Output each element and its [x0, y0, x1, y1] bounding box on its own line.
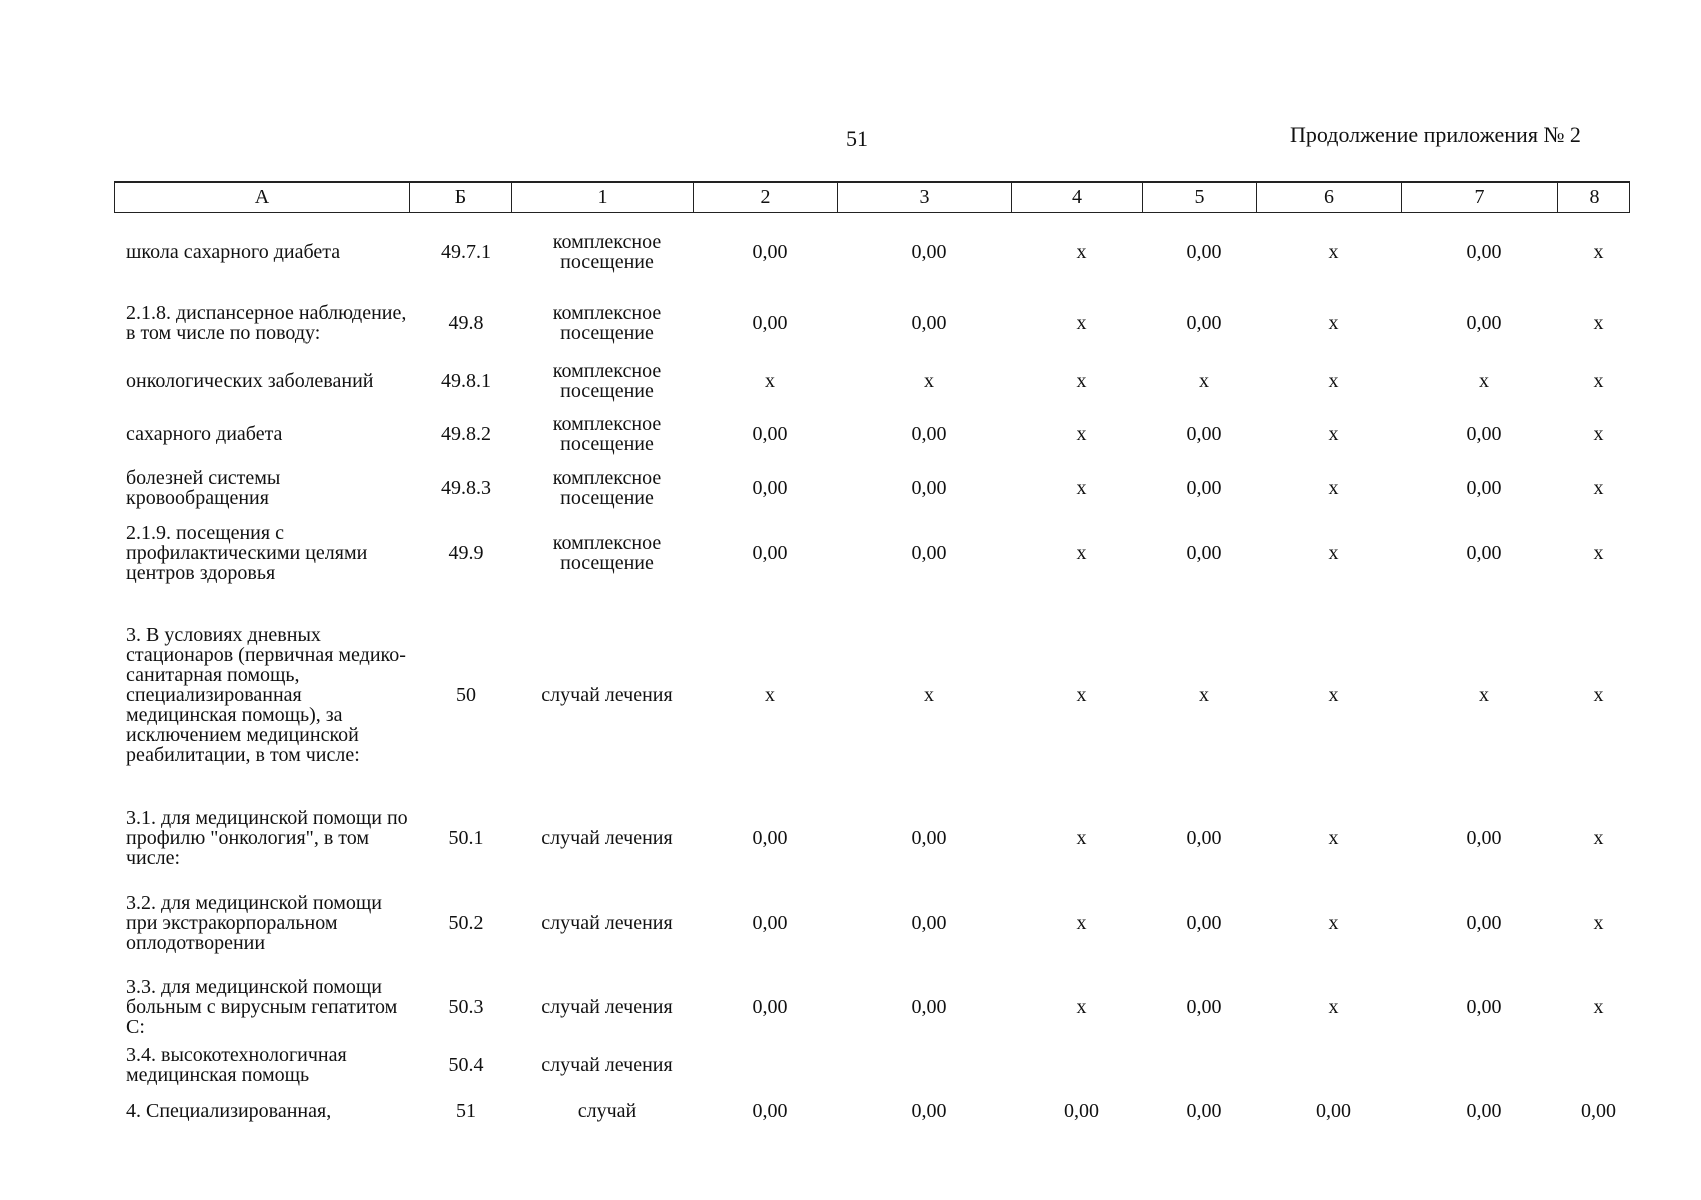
row-value-col-6-cell: [1261, 972, 1406, 1042]
row-code-cell: [416, 1040, 516, 1090]
row-unit-cell: [516, 590, 698, 800]
table-row: [0, 520, 1701, 586]
row-code: 50.3: [448, 996, 484, 1018]
row-value-col-2-cell: [698, 462, 842, 514]
table-row: [0, 462, 1701, 514]
row-unit-cell: [516, 972, 698, 1042]
row-unit: случай: [577, 1100, 637, 1122]
row-unit: комплексное посещение: [552, 360, 662, 402]
row-value-col-6-cell: [1261, 1093, 1406, 1129]
row-name-cell: [126, 590, 416, 800]
row-unit: случай лечения: [541, 912, 673, 934]
row-value-col-3: х: [924, 684, 934, 706]
row-value-col-7: 0,00: [1466, 312, 1502, 334]
table-row: [0, 1040, 1701, 1090]
row-value-col-3: 0,00: [911, 423, 947, 445]
row-value-col-5-cell: [1147, 410, 1261, 458]
row-value-col-5: 0,00: [1186, 423, 1222, 445]
row-value-col-4: 0,00: [1064, 1100, 1099, 1122]
row-name: 3. В условиях дневных стационаров (первичная медико-санитарная помощь, специализированная медицинская помощь), за исключением медицинской реабилитации, в том числе:: [126, 624, 406, 766]
row-value-col-6-cell: [1261, 1040, 1406, 1090]
row-value-col-7-cell: [1406, 590, 1562, 800]
row-name: 2.1.9. посещения с профилактическими целями центров здоровья: [126, 522, 368, 584]
row-code-cell: [416, 410, 516, 458]
row-value-col-7-cell: [1406, 410, 1562, 458]
row-value-col-5-cell: [1147, 356, 1261, 406]
row-code-cell: [416, 520, 516, 586]
row-code: 50.2: [448, 912, 484, 934]
row-value-col-4: х: [1076, 542, 1087, 564]
row-value-col-7-cell: [1406, 1040, 1562, 1090]
row-value-col-4: х: [1076, 827, 1087, 849]
row-value-col-2: 0,00: [752, 477, 788, 499]
row-value-col-4-cell: [1016, 878, 1147, 968]
row-value-col-7: 0,00: [1466, 996, 1502, 1018]
row-value-col-3: 0,00: [911, 312, 947, 334]
row-value-col-4: х: [1076, 996, 1087, 1018]
row-value-col-6: х: [1328, 423, 1339, 445]
row-value-col-3: х: [924, 370, 934, 392]
header-col-2: 2: [694, 183, 838, 212]
row-value-col-6-cell: [1261, 805, 1406, 871]
row-value-col-6-cell: [1261, 290, 1406, 356]
row-name: сахарного диабета: [126, 423, 283, 445]
row-value-col-4: х: [1076, 684, 1087, 706]
row-value-col-8-cell: [1562, 462, 1635, 514]
row-value-col-4: х: [1076, 370, 1087, 392]
row-value-col-6: х: [1328, 912, 1339, 934]
row-unit-cell: [516, 410, 698, 458]
row-value-col-8: х: [1593, 312, 1604, 334]
header-col-1: 1: [512, 183, 694, 212]
row-value-col-8: х: [1593, 684, 1604, 706]
row-unit: комплексное посещение: [552, 413, 662, 455]
row-name: 3.3. для медицинской помощи больным с вирусным гепатитом С:: [126, 976, 398, 1038]
row-value-col-5-cell: [1147, 972, 1261, 1042]
row-value-col-4-cell: [1016, 972, 1147, 1042]
row-value-col-5: 0,00: [1186, 996, 1222, 1018]
row-value-col-4: х: [1076, 423, 1087, 445]
row-value-col-2-cell: [698, 972, 842, 1042]
row-value-col-5-cell: [1147, 1093, 1261, 1129]
row-value-col-2-cell: [698, 520, 842, 586]
row-name: онкологических заболеваний: [126, 370, 374, 392]
table-row: [0, 1093, 1701, 1129]
row-name-cell: [126, 1040, 416, 1090]
table-row: [0, 410, 1701, 458]
row-value-col-7: 0,00: [1466, 542, 1502, 564]
row-code-cell: [416, 1093, 516, 1129]
row-value-col-3-cell: [842, 878, 1016, 968]
table-row: [0, 972, 1701, 1042]
row-value-col-8: х: [1593, 477, 1604, 499]
row-value-col-8: х: [1593, 542, 1604, 564]
row-unit-cell: [516, 462, 698, 514]
row-value-col-8: х: [1593, 912, 1604, 934]
row-value-col-3-cell: [842, 290, 1016, 356]
row-value-col-5-cell: [1147, 1040, 1261, 1090]
row-value-col-8-cell: [1562, 972, 1635, 1042]
row-value-col-8-cell: [1562, 1040, 1635, 1090]
row-value-col-3-cell: [842, 228, 1016, 276]
row-name: 2.1.8. диспансерное наблюдение, в том числе по поводу:: [126, 302, 407, 344]
row-code-cell: [416, 972, 516, 1042]
row-value-col-7: 0,00: [1466, 241, 1502, 263]
row-value-col-2: х: [765, 684, 775, 706]
table-header-row: [114, 181, 1630, 213]
row-value-col-8-cell: [1562, 410, 1635, 458]
row-value-col-4-cell: [1016, 462, 1147, 514]
row-value-col-8-cell: [1562, 590, 1635, 800]
row-name-cell: [126, 805, 416, 871]
row-value-col-6: х: [1328, 370, 1339, 392]
row-value-col-5: х: [1199, 370, 1209, 392]
row-value-col-8-cell: [1562, 228, 1635, 276]
row-name-cell: [126, 972, 416, 1042]
row-code: 49.8.2: [441, 423, 491, 445]
row-value-col-2: 0,00: [752, 827, 788, 849]
row-value-col-5-cell: [1147, 290, 1261, 356]
row-unit: случай лечения: [541, 996, 673, 1018]
row-value-col-2-cell: [698, 590, 842, 800]
row-value-col-5-cell: [1147, 590, 1261, 800]
header-col-5: 5: [1143, 183, 1257, 212]
row-value-col-5-cell: [1147, 805, 1261, 871]
row-value-col-3-cell: [842, 590, 1016, 800]
row-unit-cell: [516, 356, 698, 406]
row-name: 3.1. для медицинской помощи по профилю "онкология", в том числе:: [126, 807, 408, 869]
row-value-col-4-cell: [1016, 228, 1147, 276]
row-value-col-2: 0,00: [752, 312, 788, 334]
row-value-col-7: х: [1479, 684, 1489, 706]
row-value-col-3: 0,00: [911, 996, 947, 1018]
row-value-col-6-cell: [1261, 520, 1406, 586]
row-value-col-2: х: [765, 370, 775, 392]
row-value-col-4-cell: [1016, 805, 1147, 871]
appendix-continuation-note: Продолжение приложения № 2: [1290, 122, 1581, 147]
row-name-cell: [126, 290, 416, 356]
row-value-col-8: х: [1593, 423, 1604, 445]
row-code: 49.8.1: [441, 370, 491, 392]
row-value-col-8: х: [1593, 370, 1604, 392]
row-code-cell: [416, 805, 516, 871]
row-value-col-5: х: [1199, 684, 1209, 706]
row-value-col-3: 0,00: [911, 827, 947, 849]
row-value-col-3-cell: [842, 972, 1016, 1042]
row-value-col-5: 0,00: [1186, 542, 1222, 564]
row-value-col-6: х: [1328, 477, 1339, 499]
row-value-col-8-cell: [1562, 356, 1635, 406]
row-value-col-4: х: [1076, 477, 1087, 499]
row-unit: комплексное посещение: [552, 231, 662, 273]
row-value-col-5-cell: [1147, 520, 1261, 586]
row-code-cell: [416, 356, 516, 406]
row-value-col-2: 0,00: [752, 912, 788, 934]
row-code: 50.1: [448, 827, 484, 849]
row-unit-cell: [516, 805, 698, 871]
row-value-col-6: х: [1328, 542, 1339, 564]
row-value-col-6-cell: [1261, 878, 1406, 968]
row-value-col-3-cell: [842, 1040, 1016, 1090]
row-unit: комплексное посещение: [552, 532, 662, 574]
row-value-col-8-cell: [1562, 290, 1635, 356]
row-value-col-3-cell: [842, 356, 1016, 406]
row-name: 3.2. для медицинской помощи при экстракорпоральном оплодотворении: [126, 892, 382, 954]
row-unit-cell: [516, 520, 698, 586]
row-value-col-8: 0,00: [1581, 1100, 1616, 1122]
row-value-col-2-cell: [698, 805, 842, 871]
row-value-col-7-cell: [1406, 462, 1562, 514]
row-unit-cell: [516, 878, 698, 968]
row-value-col-2: 0,00: [752, 996, 788, 1018]
row-value-col-3: 0,00: [911, 912, 947, 934]
row-value-col-2-cell: [698, 878, 842, 968]
header-col-3: 3: [838, 183, 1012, 212]
row-code-cell: [416, 228, 516, 276]
row-name-cell: [126, 228, 416, 276]
row-value-col-4-cell: [1016, 1040, 1147, 1090]
row-value-col-7: 0,00: [1466, 1100, 1502, 1122]
row-name-cell: [126, 520, 416, 586]
row-code-cell: [416, 878, 516, 968]
row-value-col-5: 0,00: [1186, 312, 1222, 334]
row-value-col-5: 0,00: [1186, 241, 1222, 263]
row-unit-cell: [516, 1093, 698, 1129]
row-value-col-5: 0,00: [1186, 912, 1222, 934]
row-value-col-4-cell: [1016, 290, 1147, 356]
row-value-col-3-cell: [842, 520, 1016, 586]
row-value-col-2: 0,00: [752, 542, 788, 564]
header-col-8: 8: [1589, 186, 1600, 208]
row-code: 51: [456, 1100, 476, 1122]
header-col-a: А: [115, 183, 410, 212]
page-number: 51: [846, 126, 868, 151]
row-code: 49.9: [448, 542, 484, 564]
row-value-col-7: 0,00: [1466, 477, 1502, 499]
row-code: 49.8: [448, 312, 484, 334]
row-value-col-3: 0,00: [911, 1100, 947, 1122]
row-value-col-8-cell: [1562, 878, 1635, 968]
row-value-col-8: х: [1593, 996, 1604, 1018]
header-col-6: 6: [1257, 183, 1402, 212]
header-col-b: Б: [410, 183, 512, 212]
row-value-col-8: х: [1593, 827, 1604, 849]
row-name: 4. Специализированная,: [126, 1100, 332, 1122]
table-row: [0, 228, 1701, 276]
row-name: 3.4. высокотехнологичная медицинская помощь: [126, 1044, 347, 1086]
row-value-col-4-cell: [1016, 410, 1147, 458]
row-value-col-5-cell: [1147, 462, 1261, 514]
row-value-col-4-cell: [1016, 356, 1147, 406]
row-value-col-4-cell: [1016, 590, 1147, 800]
row-value-col-6-cell: [1261, 228, 1406, 276]
row-value-col-5: 0,00: [1186, 827, 1222, 849]
row-unit-cell: [516, 1040, 698, 1090]
row-value-col-3-cell: [842, 462, 1016, 514]
table-row: [0, 805, 1701, 871]
row-value-col-7: 0,00: [1466, 423, 1502, 445]
table-row: [0, 878, 1701, 968]
row-value-col-7: 0,00: [1466, 827, 1502, 849]
row-value-col-4-cell: [1016, 1093, 1147, 1129]
row-value-col-7-cell: [1406, 1093, 1562, 1129]
row-value-col-6: х: [1328, 996, 1339, 1018]
row-value-col-7-cell: [1406, 228, 1562, 276]
row-value-col-4-cell: [1016, 520, 1147, 586]
row-value-col-7-cell: [1406, 356, 1562, 406]
row-value-col-7-cell: [1406, 520, 1562, 586]
row-value-col-2: 0,00: [752, 423, 788, 445]
table-row: [0, 290, 1701, 356]
row-value-col-8-cell: [1562, 805, 1635, 871]
row-value-col-2: 0,00: [752, 241, 788, 263]
table-row: [0, 590, 1701, 800]
row-unit: комплексное посещение: [552, 302, 662, 344]
row-value-col-3-cell: [842, 1093, 1016, 1129]
row-value-col-5-cell: [1147, 228, 1261, 276]
row-code: 50: [456, 684, 476, 706]
row-value-col-3: 0,00: [911, 542, 947, 564]
row-unit: случай лечения: [541, 1054, 673, 1076]
table-row: [0, 356, 1701, 406]
header-col-7: 7: [1402, 183, 1558, 212]
row-value-col-6: х: [1328, 312, 1339, 334]
row-value-col-4: х: [1076, 312, 1087, 334]
row-value-col-3: 0,00: [911, 241, 947, 263]
row-unit-cell: [516, 228, 698, 276]
row-code: 50.4: [448, 1054, 484, 1076]
row-value-col-8-cell: [1562, 1093, 1635, 1129]
row-name-cell: [126, 1093, 416, 1129]
row-value-col-7-cell: [1406, 290, 1562, 356]
row-value-col-2-cell: [698, 228, 842, 276]
row-value-col-8-cell: [1562, 520, 1635, 586]
row-value-col-5-cell: [1147, 878, 1261, 968]
row-value-col-2-cell: [698, 356, 842, 406]
row-value-col-6-cell: [1261, 590, 1406, 800]
row-value-col-6-cell: [1261, 462, 1406, 514]
row-value-col-6-cell: [1261, 410, 1406, 458]
row-value-col-6: х: [1328, 241, 1339, 263]
row-name-cell: [126, 356, 416, 406]
row-unit: комплексное посещение: [552, 467, 662, 509]
row-value-col-3-cell: [842, 410, 1016, 458]
row-code: 49.8.3: [441, 477, 491, 499]
row-value-col-7-cell: [1406, 972, 1562, 1042]
row-value-col-4: х: [1076, 912, 1087, 934]
row-value-col-8: х: [1593, 241, 1604, 263]
row-value-col-5: 0,00: [1186, 1100, 1222, 1122]
row-value-col-2-cell: [698, 290, 842, 356]
row-name: школа сахарного диабета: [126, 241, 341, 263]
row-value-col-2-cell: [698, 1040, 842, 1090]
row-value-col-7: 0,00: [1466, 912, 1502, 934]
row-value-col-2-cell: [698, 1093, 842, 1129]
row-code: 49.7.1: [441, 241, 491, 263]
row-value-col-3: 0,00: [911, 477, 947, 499]
row-value-col-5: 0,00: [1186, 477, 1222, 499]
row-unit-cell: [516, 290, 698, 356]
row-value-col-7: х: [1479, 370, 1489, 392]
row-value-col-7-cell: [1406, 805, 1562, 871]
row-name: болезней системы кровообращения: [126, 467, 281, 509]
row-unit: случай лечения: [541, 827, 673, 849]
row-code-cell: [416, 462, 516, 514]
row-name-cell: [126, 410, 416, 458]
row-value-col-6: х: [1328, 827, 1339, 849]
row-code-cell: [416, 290, 516, 356]
row-value-col-6: 0,00: [1316, 1100, 1351, 1122]
row-name-cell: [126, 462, 416, 514]
row-value-col-3-cell: [842, 805, 1016, 871]
row-value-col-2-cell: [698, 410, 842, 458]
row-code-cell: [416, 590, 516, 800]
row-value-col-6: х: [1328, 684, 1339, 706]
row-name-cell: [126, 878, 416, 968]
row-value-col-6-cell: [1261, 356, 1406, 406]
row-value-col-4: х: [1076, 241, 1087, 263]
header-col-4: 4: [1012, 183, 1143, 212]
row-unit: случай лечения: [541, 684, 673, 706]
row-value-col-2: 0,00: [752, 1100, 788, 1122]
row-value-col-7-cell: [1406, 878, 1562, 968]
